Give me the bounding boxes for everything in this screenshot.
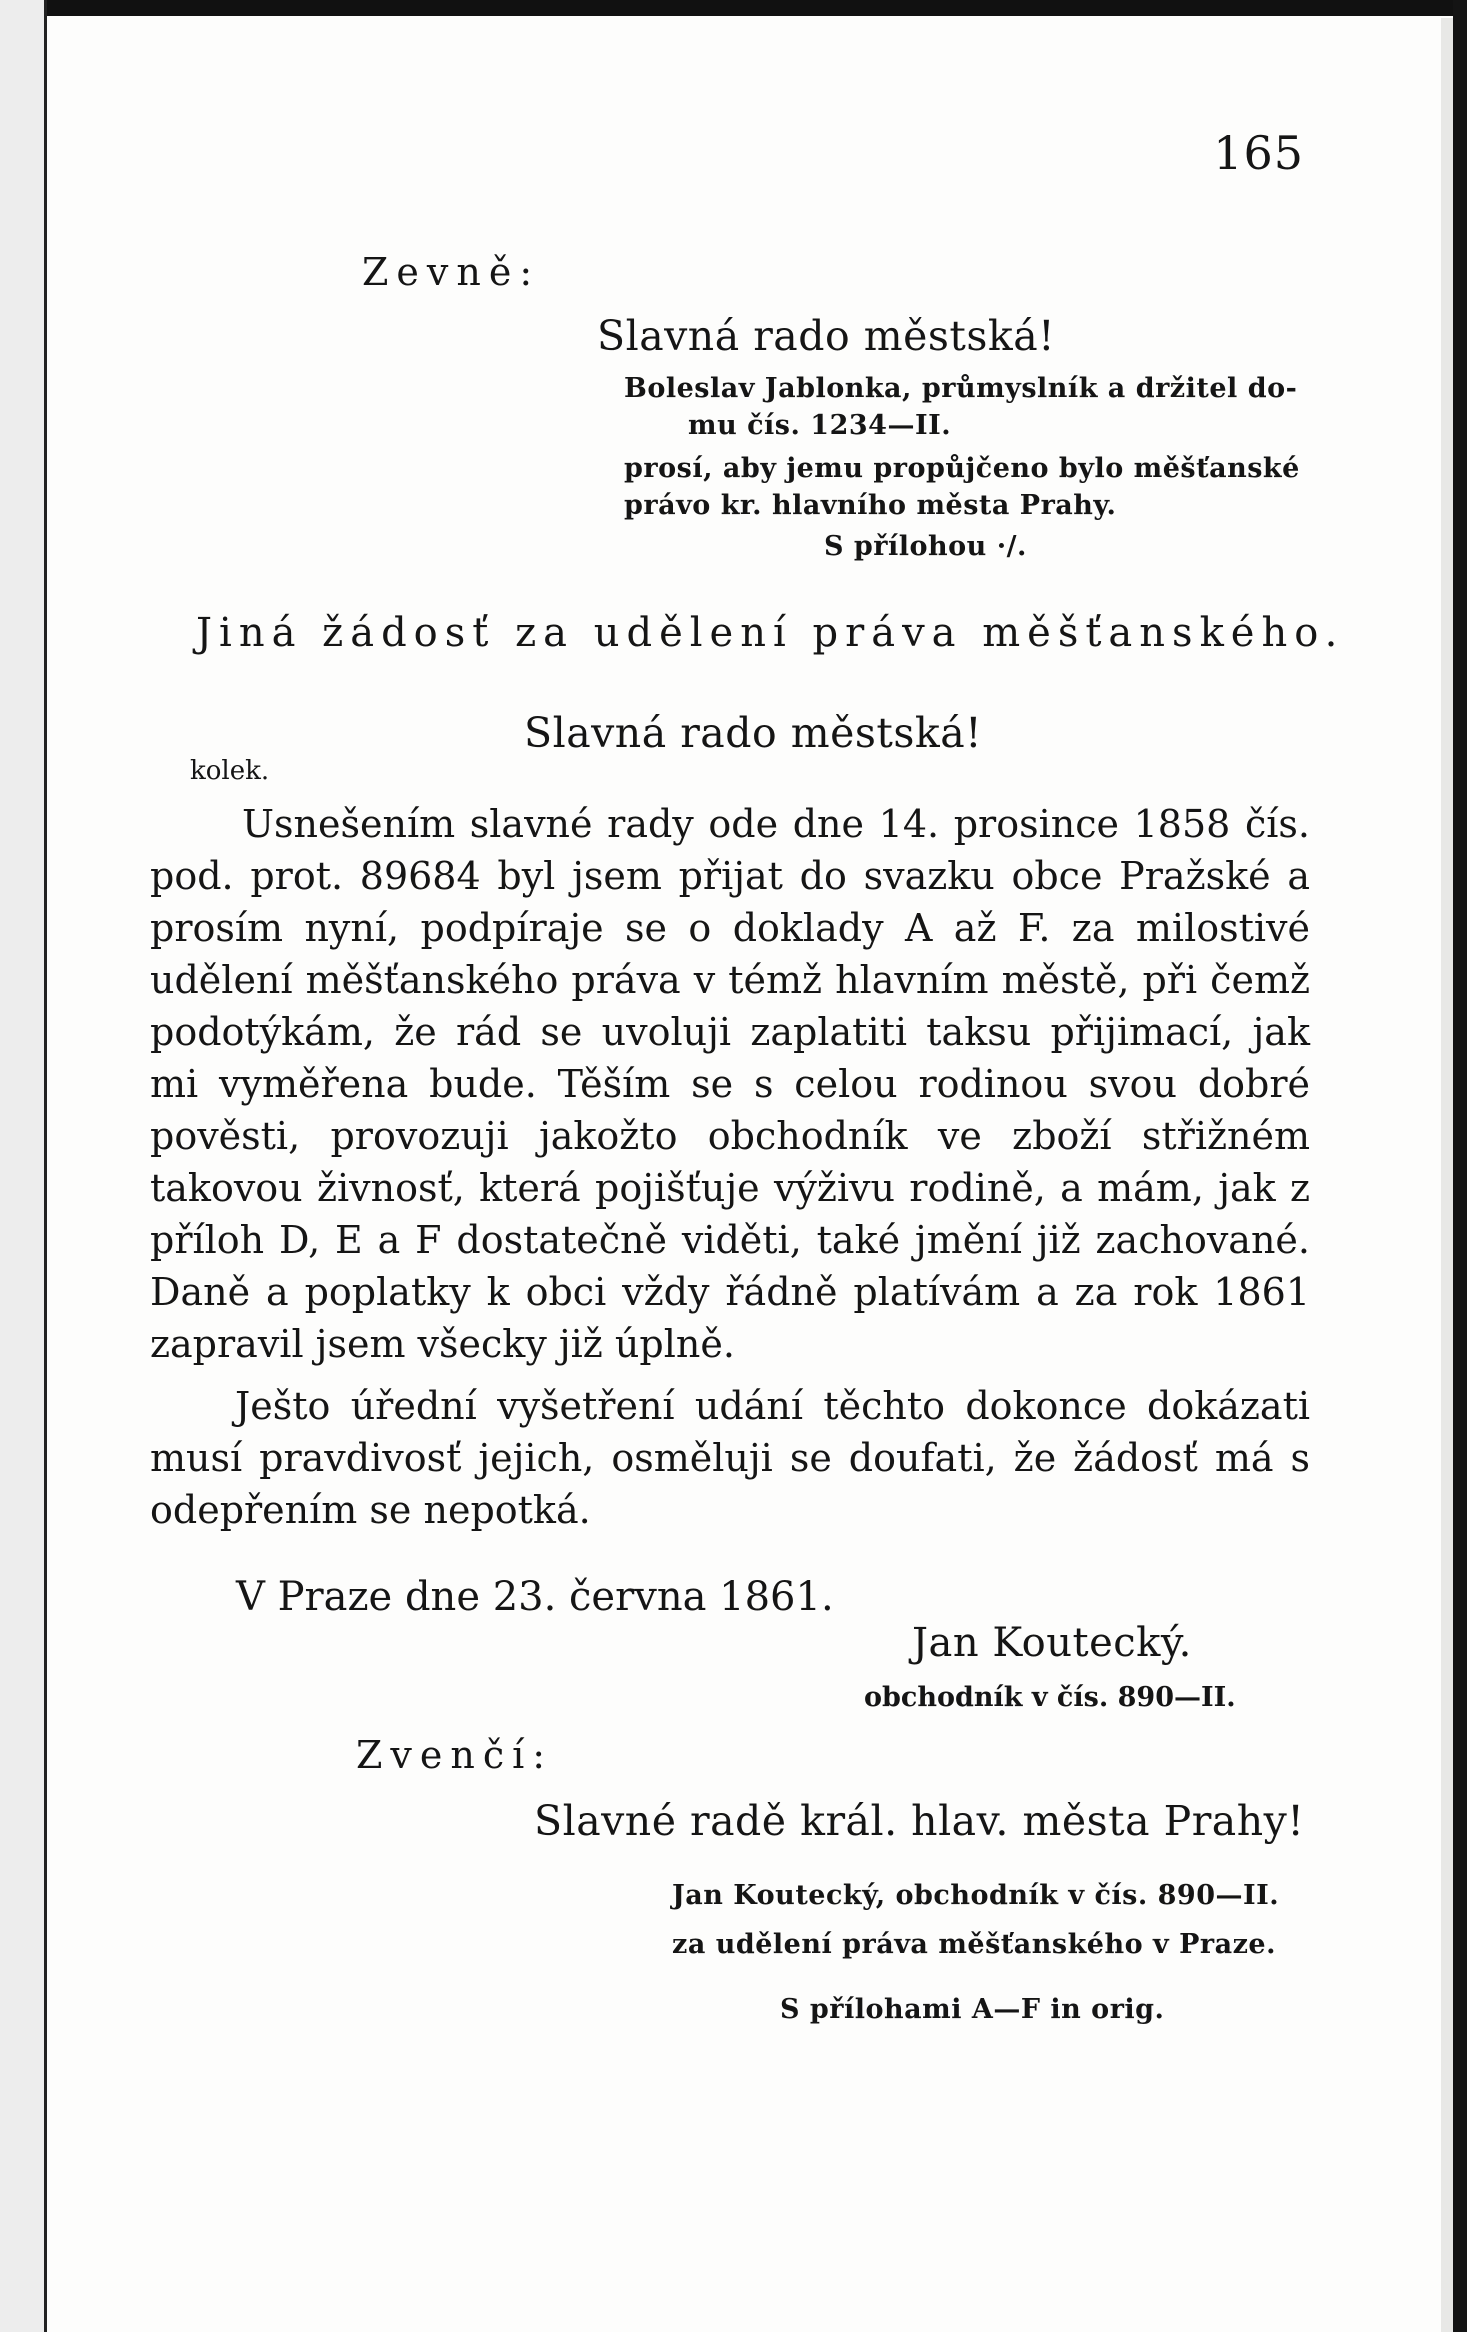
page-number: 165 bbox=[1213, 126, 1304, 180]
signature: Jan Koutecký. bbox=[912, 1620, 1192, 1666]
zvenci-address-line: za udělení práva měšťanského v Praze. bbox=[672, 1929, 1277, 1960]
zevne-address-line: právo kr. hlavního města Prahy. bbox=[624, 490, 1117, 521]
zevne-heading: Zevně: bbox=[362, 250, 541, 294]
scan-left-edge bbox=[44, 0, 47, 2332]
zevne-address-line: Boleslav Jablonka, průmyslník a držitel do- bbox=[624, 373, 1298, 404]
date-line: V Praze dne 23. června 1861. bbox=[236, 1574, 834, 1620]
zevne-address-line: prosí, aby jemu propůjčeno bylo měšťanské bbox=[624, 453, 1300, 484]
zvenci-salutation: Slavné radě král. hlav. města Prahy! bbox=[534, 1797, 1305, 1845]
letter-paragraph: Ješto úřední vyšetření udání těchto dokonce dokázati musí pravdivosť jejich, osměluji se doufati, že žádosť má s odepřením se nepotká. bbox=[150, 1384, 1310, 1532]
zvenci-address-line: Jan Koutecký, obchodník v čís. 890—II. bbox=[672, 1880, 1280, 1911]
scan-left-margin bbox=[0, 0, 46, 2332]
zvenci-heading: Zvenčí: bbox=[356, 1733, 554, 1777]
zevne-salutation: Slavná rado městská! bbox=[597, 312, 1056, 360]
letter-paragraph: Usnešením slavné rady ode dne 14. prosince 1858 čís. pod. prot. 89684 byl jsem přijat do svazku obce Pražské a prosím nyní, podpíraje se o doklady A až F. za milostivé udělení měšťanského práva v témž hlavním městě, při čemž podotýkám, že rád se uvoluji zaplatiti taksu přijimací, jak mi vyměřena bude. Těším se s celou rodinou svou dobré pověsti, provozuji jakožto obchodník ve zboží střižném takovou živnosť, která pojišťuje výživu rodině, a mám, jak z příloh D, E a F dostatečně viděti, také jmění již zachované. Daně a poplatky k obci vždy řádně platívám a za rok 1861 zapravil jsem všecky již úplně. bbox=[150, 802, 1310, 1366]
stamp-note: kolek. bbox=[190, 756, 270, 786]
zvenci-attachment-note: S přílohami A—F in orig. bbox=[780, 1994, 1165, 2025]
scan-right-edge bbox=[1453, 0, 1467, 2332]
section-title: Jiná žádosť za udělení práva měšťanského. bbox=[196, 610, 1345, 656]
zevne-address-line: mu čís. 1234—II. bbox=[688, 410, 952, 441]
scan-top-edge bbox=[0, 0, 1467, 16]
signature-title: obchodník v čís. 890—II. bbox=[864, 1682, 1236, 1713]
letter-salutation: Slavná rado městská! bbox=[524, 709, 983, 757]
scan-right-shadow bbox=[1441, 18, 1453, 2332]
zevne-attachment-note: S přílohou ·/. bbox=[824, 531, 1027, 562]
